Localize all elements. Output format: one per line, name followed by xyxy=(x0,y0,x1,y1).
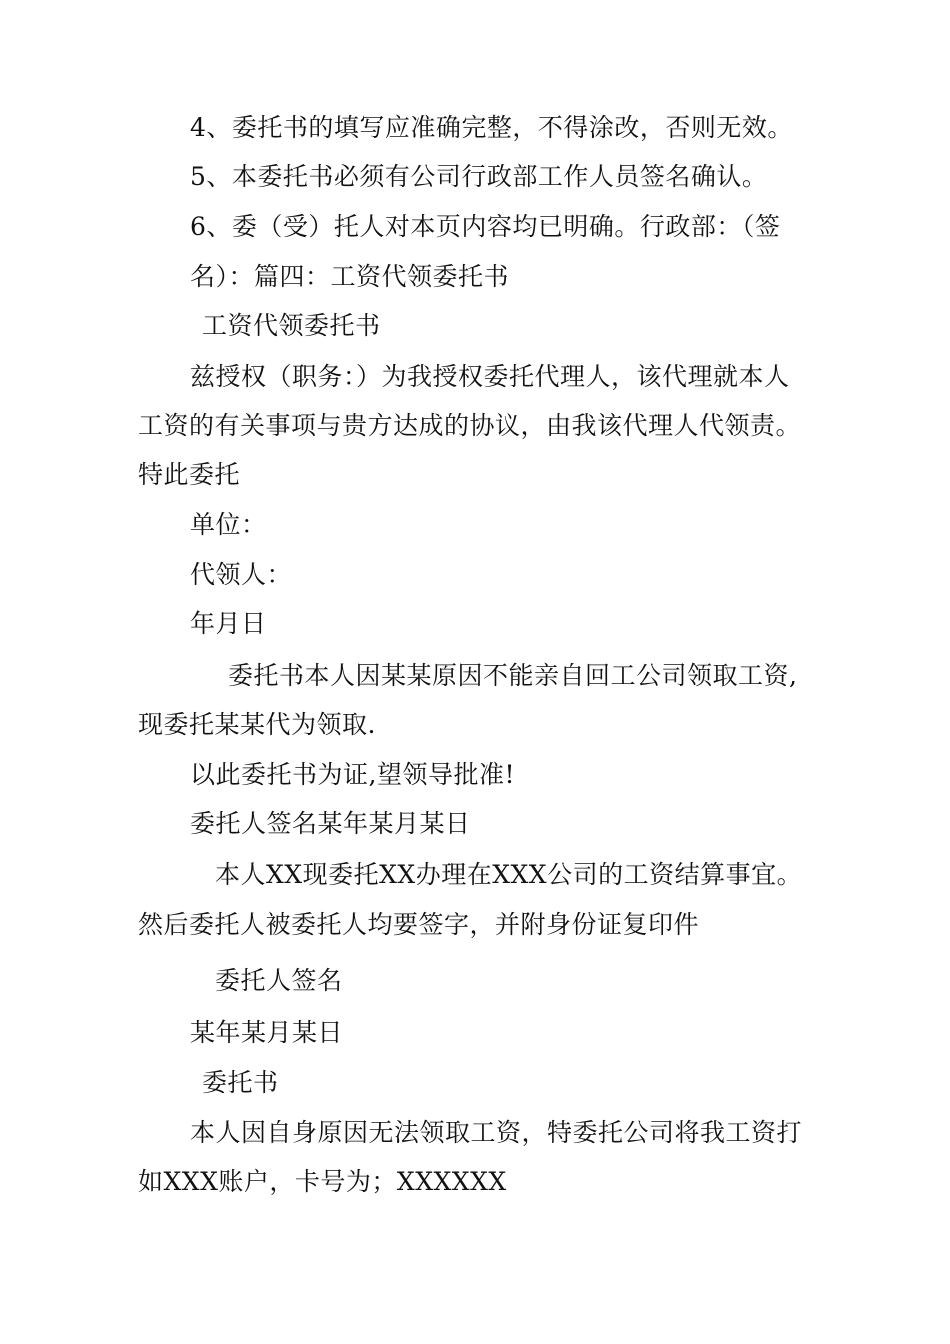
text-line: 特此委托 xyxy=(138,460,241,489)
text-line: 5、本委托书必须有公司行政部工作人员签名确认。 xyxy=(190,162,768,191)
section-title: 工资代领委托书 xyxy=(202,311,381,340)
text-line: 4、委托书的填写应准确完整，不得涂改，否则无效。 xyxy=(190,113,793,142)
text-line: 如XXX账户，卡号为；XXXXXX xyxy=(138,1167,507,1196)
text-line: 名）：篇四：工资代领委托书 xyxy=(190,262,510,291)
text-line: 代领人： xyxy=(190,560,293,589)
text-line: 兹授权（职务：）为我授权委托代理人，该代理就本人 xyxy=(190,362,790,391)
text-line: 现委托某某代为领取. xyxy=(138,710,376,739)
text-line: 本人XX现委托XX办理在XXX公司的工资结算事宜。 xyxy=(215,860,803,889)
text-line: 然后委托人被委托人均要签字，并附身份证复印件 xyxy=(138,910,700,939)
text-line: 本人因自身原因无法领取工资，特委托公司将我工资打 xyxy=(190,1118,803,1147)
text-line: 某年某月某日 xyxy=(190,1018,344,1047)
text-line: 以此委托书为证,望领导批准! xyxy=(190,760,515,789)
text-line: 委托人签名某年某月某日 xyxy=(190,809,471,838)
text-line: 年月日 xyxy=(190,609,267,638)
text-line: 单位： xyxy=(190,510,267,539)
text-line: 委托书本人因某某原因不能亲自回工公司领取工资, xyxy=(228,661,798,690)
text-line: 工资的有关事项与贵方达成的协议，由我该代理人代领责。 xyxy=(138,411,802,440)
text-line: 6、委（受）托人对本页内容均已明确。行政部：（签 xyxy=(190,212,781,241)
text-line: 委托人签名 xyxy=(215,966,343,995)
section-title: 委托书 xyxy=(202,1068,279,1097)
